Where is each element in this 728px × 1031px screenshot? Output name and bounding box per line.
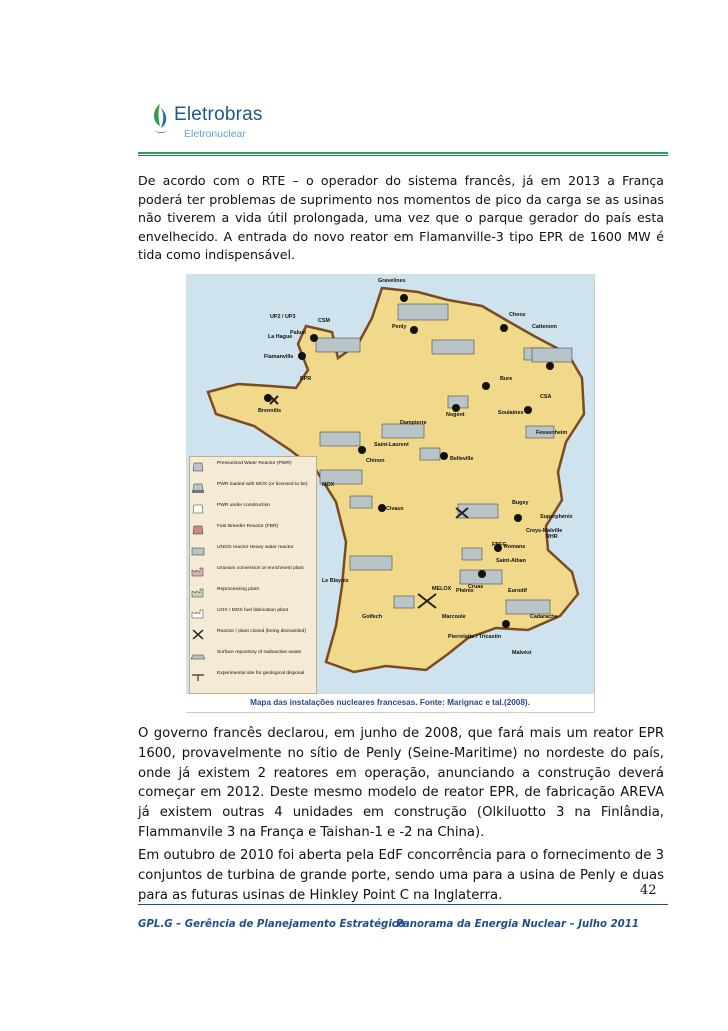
footer-rule [138, 904, 668, 905]
site-bugey: Bugey [512, 500, 529, 506]
gravelines-reactors [398, 304, 448, 320]
page-number: 42 [640, 883, 657, 898]
fbr-icon [190, 524, 206, 535]
flamanville-marker [298, 352, 306, 360]
site-soulaines: Soulaines [498, 410, 524, 416]
paragraph-1: De acordo com o RTE – o operador do sistema francês, já em 2013 a França poderá ter problemas de suprimento nos momentos de pico da carga se as usinas não tiverem a vida útil prolongada, uma vez que o parque gerador do país esta envelhecido. A entrada do novo reator em Flamanville-3 tipo EPR de 1600 MW é tida como indispensável. [138, 173, 664, 262]
gravelines-marker [400, 294, 408, 302]
site-paluel: Paluel [290, 330, 306, 336]
header-rule-green [138, 152, 668, 154]
map-legend [189, 456, 317, 694]
legend-uranium: Uranium conversion or enrichment plant [217, 566, 304, 571]
paragraph-2: O governo francês declarou, em junho de 2008, que fará mais um reator EPR 1600, provavelmente no sítio de Penly (Seine-Maritime) no nordeste do país, onde já existem 2 reatores em operação, anunciando a construção deverá começar em 2012. Deste mesmo modelo de reator EPR, de fabricação AREVA já existem outras 4 unidades em construção (Olkiluotto 3 na Finlândia, Flammanvile 3 na França e Taishan-1 e -2 na China). [138, 726, 664, 840]
chinon-marker [358, 446, 366, 454]
figure-caption: Mapa das instalações nucleares francesas. Fonte: Marignac e tal.(2008). [250, 698, 530, 707]
fessenheim-marker [524, 406, 532, 414]
site-bure: Bure [500, 376, 513, 382]
paragraph-3: Em outubro de 2010 foi aberta pela EdF concorrência para o fornecimento de 3 conjuntos de turbina de grande porte, sendo uma para a usina de Penly e duas para as futuras usinas de Hinkley Point C na Inglaterra. [138, 848, 664, 903]
nuclear-sites-map-figure [186, 274, 595, 713]
site-cattenom: Cattenom [532, 324, 557, 330]
eletrobras-logo [146, 100, 286, 150]
footer-left: GPL.G – Gerência de Planejamento Estratégico [138, 919, 405, 930]
site-csm: CSM [318, 318, 330, 324]
site-eurodif: Eurodif [508, 588, 527, 594]
site-gravelines: Gravelines [378, 278, 406, 284]
site-nogent: Nogent [446, 412, 465, 418]
site-cruas: Cruas [468, 584, 484, 590]
golfech-reactors [394, 596, 414, 608]
site-superphenix: Superphénix [540, 514, 573, 520]
site-civaux: Civaux [386, 506, 404, 512]
site-romans: Romans [504, 544, 526, 550]
penly-marker [410, 326, 418, 334]
legend-mox: PWR loaded with MOX (or licensed to be) [217, 482, 308, 487]
mox-reactor-icon [190, 482, 206, 493]
site-golfech: Golfech [362, 614, 383, 620]
penly-reactors [432, 340, 474, 354]
cruas-marker [478, 570, 486, 578]
fuel-plant-icon [190, 608, 206, 619]
site-stalban: Saint-Alban [496, 558, 526, 564]
footer-right: Panorama da Energia Nuclear – Julho 2011 [396, 919, 639, 930]
paluel-marker [310, 334, 318, 342]
legend-pwr: Pressurized Water Reactor (PWR) [217, 461, 292, 466]
belleville-marker [440, 452, 448, 460]
site-fessenheim: Fessenheim [536, 430, 568, 436]
legend-closed: Reactor / plant closed (being dismantled) [217, 629, 306, 634]
site-fbfc: FBFC [492, 542, 507, 548]
blayais-reactors [350, 556, 392, 570]
closed-x-icon [190, 629, 206, 640]
experimental-site-icon [190, 671, 206, 682]
civaux-reactors [350, 496, 372, 508]
legend-experimental: Experimental site for geological disposal [217, 671, 305, 676]
site-flamanville: Flamanville [264, 354, 294, 360]
dampierre-reactors [382, 424, 424, 438]
site-dampierre: Dampierre [400, 420, 427, 426]
reprocessing-icon [190, 587, 206, 598]
nogent-marker [452, 404, 460, 412]
pwr-icon [190, 461, 206, 472]
legend-surface: Surface repository of radioactive waste [217, 650, 302, 655]
legend-fuel: UOX / MOX fuel fabrication plant [217, 608, 288, 613]
site-phenix: Phénix [456, 588, 474, 594]
tricastin-reactors [506, 600, 550, 614]
legend-ungg: UNGG reactor Heavy water reactor [217, 545, 294, 550]
chooz-marker [500, 324, 508, 332]
site-cadarache: Cadarache [530, 614, 558, 620]
site-chooz: Chooz [509, 312, 526, 318]
creys-marker [514, 514, 522, 522]
header-rule-blue [138, 155, 668, 156]
site-mox-label: MOX [322, 482, 335, 488]
site-stlaurent: Saint-Laurent [374, 442, 409, 448]
legend-fbr: Fast Breeder Reactor (FBR) [217, 524, 279, 529]
legend-under: PWR under construction [217, 503, 271, 508]
stalban-reactors [462, 548, 482, 560]
site-penly: Penly [392, 324, 407, 330]
bure-marker [482, 382, 490, 390]
legend-reprocessing: Reprocessing plant [217, 587, 259, 592]
pwr-construction-icon [190, 503, 206, 514]
repository-icon [190, 650, 206, 661]
brand-name: Eletrobras [174, 104, 263, 125]
civaux-marker [378, 504, 386, 512]
site-belleville: Belleville [450, 456, 474, 462]
site-melox: MELOX [432, 586, 452, 592]
malvesi-marker [502, 620, 510, 628]
site-rhr: RHR [546, 534, 558, 540]
site-chinon: Chinon [366, 458, 385, 464]
site-marcoule: Marcoule [442, 614, 466, 620]
site-creys: Creys-Malville [526, 528, 563, 534]
factory-icon [190, 566, 206, 577]
site-epr: EPR [300, 376, 312, 382]
site-up: UP2 / UP3 [270, 314, 296, 320]
cattenom-marker [546, 362, 554, 370]
site-pierrelatte: Pierrelatte / Tricastin [448, 634, 502, 640]
site-leblayais: Le Blayais [322, 578, 349, 584]
cattenom-reactors [532, 348, 572, 362]
leaf-logo-icon [146, 100, 174, 140]
stlaurent-reactors [320, 432, 360, 446]
site-csa: CSA [540, 394, 552, 400]
belleville-reactors [420, 448, 440, 460]
site-lahague: La Hague [268, 334, 293, 340]
site-malvesi: Malvési [512, 650, 532, 656]
site-brennilis: Brennilis [258, 408, 282, 414]
paluel-reactors [316, 338, 360, 352]
ungg-icon [190, 545, 206, 556]
brand-subname: Eletronuclear [184, 128, 246, 140]
